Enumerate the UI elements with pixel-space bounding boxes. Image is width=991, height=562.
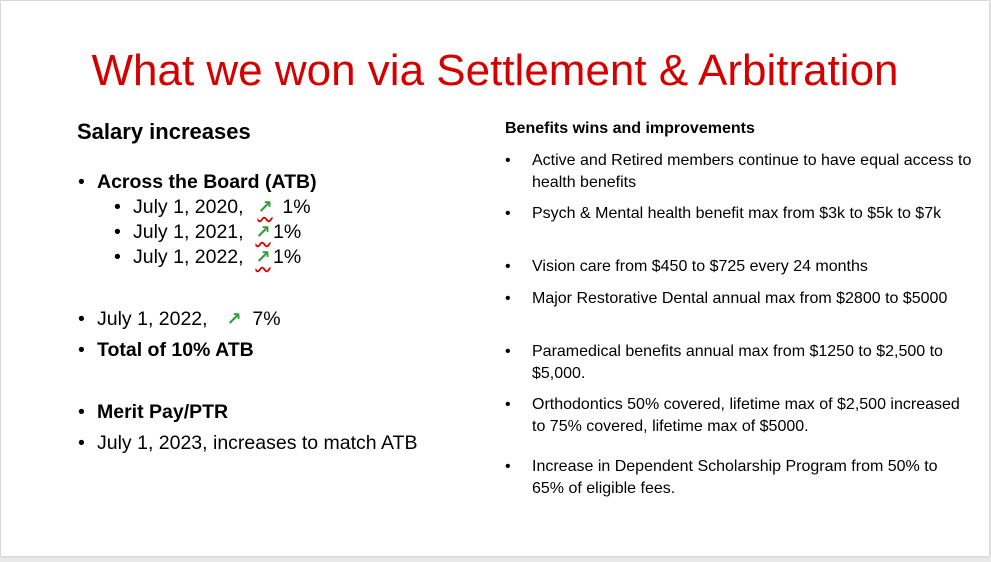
benefit-text: Orthodontics 50% covered, lifetime max of $2,500 increased to 75% covered, lifetime max of $5000. xyxy=(532,396,960,435)
bullet-icon: • xyxy=(78,171,85,193)
benefit-item xyxy=(505,203,972,225)
benefits-heading: Benefits wins and improvements xyxy=(505,120,755,137)
benefit-text: Active and Retired members continue to have equal access to health benefits xyxy=(532,152,972,191)
total-item xyxy=(78,337,254,363)
trend-up-arrow-icon: ↗ xyxy=(255,247,271,267)
extra-value: 7% xyxy=(252,308,281,330)
benefit-item xyxy=(505,256,972,278)
bullet-icon: • xyxy=(505,152,511,169)
atb-item-2020 xyxy=(114,194,311,220)
benefit-text: Increase in Dependent Scholarship Program from 50% to 65% of eligible fees. xyxy=(532,458,938,497)
extra-date: July 1, 2022, xyxy=(97,308,208,330)
bullet-icon: • xyxy=(114,246,121,268)
atb-date: July 1, 2021, xyxy=(133,221,244,243)
benefit-text: Paramedical benefits annual max from $1250 to $2,500 to $5,000. xyxy=(532,343,943,382)
atb-item-2022 xyxy=(114,244,302,270)
merit-label-item xyxy=(78,399,229,425)
salary-heading: Salary increases xyxy=(77,119,251,144)
bullet-icon: • xyxy=(114,221,121,243)
atb-item-2021 xyxy=(114,219,302,245)
trend-up-arrow-icon: ↗ xyxy=(255,222,271,242)
trend-up-arrow-icon: ↗ xyxy=(257,197,273,217)
merit-item xyxy=(78,430,418,456)
bullet-icon: • xyxy=(78,339,85,361)
bullet-icon: • xyxy=(505,205,511,222)
atb-label: Across the Board (ATB) xyxy=(97,171,317,193)
bullet-icon: • xyxy=(505,258,511,275)
atb-value: 1% xyxy=(273,221,302,243)
extra-increase-item xyxy=(78,306,281,332)
trend-up-arrow-icon: ↗ xyxy=(226,309,242,329)
slide-title: What we won via Settlement & Arbitration xyxy=(91,46,899,95)
bullet-icon: • xyxy=(78,401,85,423)
benefit-text: Psych & Mental health benefit max from $3k to $5k to $7k xyxy=(532,205,942,222)
atb-date: July 1, 2022, xyxy=(133,246,244,268)
benefit-item xyxy=(505,341,972,384)
total-text: Total of 10% ATB xyxy=(97,339,254,361)
benefit-item xyxy=(505,150,972,193)
benefit-text: Vision care from $450 to $725 every 24 months xyxy=(532,258,868,275)
atb-label-item xyxy=(78,169,317,195)
bullet-icon: • xyxy=(114,196,121,218)
bullet-icon: • xyxy=(78,432,85,454)
merit-label: Merit Pay/PTR xyxy=(97,401,229,423)
bullet-icon: • xyxy=(78,308,85,330)
merit-text: July 1, 2023, increases to match ATB xyxy=(97,432,418,454)
atb-date: July 1, 2020, xyxy=(133,196,244,218)
atb-value: 1% xyxy=(273,246,302,268)
benefit-item xyxy=(505,288,972,310)
atb-value: 1% xyxy=(282,196,311,218)
benefit-item xyxy=(505,394,972,437)
benefit-item xyxy=(505,456,972,499)
bullet-icon: • xyxy=(505,343,511,360)
bullet-icon: • xyxy=(505,458,511,475)
slide xyxy=(1,1,989,556)
bullet-icon: • xyxy=(505,396,511,413)
benefit-text: Major Restorative Dental annual max from $2800 to $5000 xyxy=(532,290,948,307)
bullet-icon: • xyxy=(505,290,511,307)
